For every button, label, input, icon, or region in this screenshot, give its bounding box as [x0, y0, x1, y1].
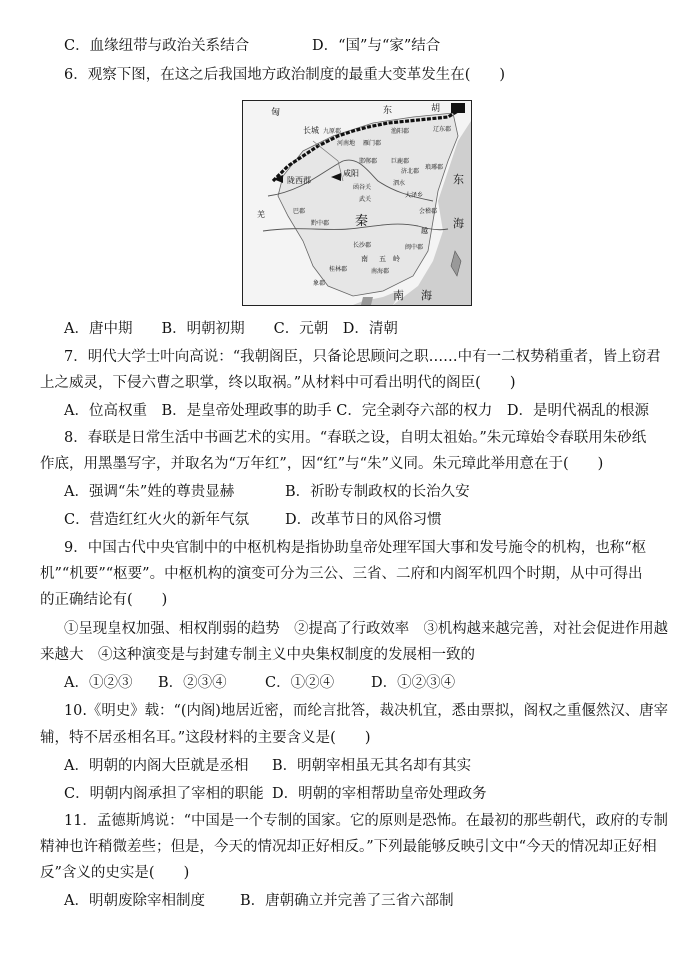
q9-stem-line-2: 机”“机要”“枢要”。中枢机构的演变可分为三公、三省、二府和内阁军机四个时期，从中可得出 [40, 566, 643, 582]
q7-stem-line-2: 上之威灵，下侵六曹之职掌，终以取祸。”从材料中可看出明代的阁臣( ) [40, 375, 516, 391]
map-label-yuyang: 渔阳郡 [391, 128, 410, 135]
q10-option-b: B．明朝宰相虽无其名却有其实 [272, 758, 472, 774]
map-label-dazexiang: 大泽乡 [405, 192, 424, 199]
q7-stem-line-1: 7．明代大学士叶向高说：“我朝阁臣，只备论思顾问之职……中有一二权势稍重者，皆上窃君 [64, 349, 661, 365]
q8-option-a: A．强调“朱”姓的尊贵显赫 [64, 484, 235, 500]
q10-stem-line-1: 10.《明史》载：“(内阁)地居近密，而纶言批答，裁决机宜，悉由票拟，阁权之重偃然汉、唐宰 [64, 703, 669, 719]
map-label-ba: 巴郡 [293, 208, 306, 215]
q10-option-a: A．明朝的内阁大臣就是丞相 [64, 758, 249, 774]
q9-option-a: A．①②③ [64, 675, 133, 691]
map-label-yue: 越 [421, 227, 428, 235]
q11-stem-line-3: 反”含义的史实是( ) [40, 865, 190, 881]
q8-option-d: D．改革节日的风俗习惯 [285, 512, 442, 528]
q11-option-a: A．明朝废除宰相制度 [64, 893, 205, 909]
q10-stem-line-2: 辅，特不居丞相名耳。”这段材料的主要含义是( ) [40, 730, 371, 746]
q11-option-b: B．唐朝确立并完善了三省六部制 [240, 893, 454, 909]
map-label-handan: 邯郸郡 [359, 158, 378, 165]
q6-options: A．唐中期 B．明朝初期 C．元朝 D．清朝 [64, 321, 398, 337]
map-label-south: 南 [393, 289, 404, 302]
q6-stem: 6．观察下图，在这之后我国地方政治制度的最重大变革发生在( ) [64, 67, 506, 83]
q10-option-c: C．明朝内阁承担了宰相的职能 [64, 786, 264, 802]
map-label-langya: 琅琊郡 [425, 164, 444, 171]
q9-statements-line-1: ①呈现皇权加强、相权削弱的趋势 ②提高了行政效率 ③机构越来越完善，对社会促进作用越 [64, 621, 669, 637]
map-label-xianyang: 咸阳 [343, 169, 359, 178]
q5-option-d: D．“国”与“家”结合 [312, 38, 441, 54]
map-label-south-sea: 海 [421, 289, 432, 302]
map-label-yanmen: 雁门郡 [363, 140, 382, 147]
map-label-dong: 东 [383, 106, 393, 116]
q8-stem-line-1: 8．春联是日常生活中书画艺术的实用。“春联之设，自明太祖始。”朱元璋始令春联用朱砂纸 [64, 430, 647, 446]
q7-options: A．位高权重 B．是皇帝处理政事的助手 C．完全剥夺六部的权力 D．是明代祸乱的根源 [64, 403, 649, 419]
map-label-jiuyuan: 九原郡 [323, 128, 342, 135]
map-label-jibei: 济北郡 [401, 168, 420, 175]
map-label-sea: 海 [453, 217, 464, 230]
q8-option-c: C．营造红红火火的新年气氛 [64, 512, 250, 528]
map-label-henandi: 河南地 [337, 140, 356, 147]
q11-stem-line-1: 11．孟德斯鸠说：“中国是一个专制的国家。它的原则是恐怖。在最初的那些朝代，政府的专制 [64, 813, 668, 829]
map-label-nan: 南 [361, 255, 368, 263]
map-label-changsha: 长沙郡 [353, 242, 372, 249]
q9-option-b: B．②③④ [158, 675, 227, 691]
q8-stem-line-2: 作底，用黑墨写字，并取名为“万年红”，因“红”与“朱”义同。朱元璋此举用意在于( ) [40, 456, 604, 472]
map-label-hangu-pass: 函谷关 [353, 184, 372, 191]
q9-option-c: C．①②④ [265, 675, 335, 691]
map-label-guilin: 桂林郡 [329, 266, 348, 273]
map-label-wuguan: 武关 [359, 196, 372, 203]
map-label-east: 东 [453, 173, 464, 186]
q9-stem-line-1: 9．中国古代中央官制中的中枢机构是指协助皇帝处理军国大事和发号施令的机构，也称“枢 [64, 540, 647, 556]
great-wall-end-marker [451, 103, 465, 113]
map-label-kuaiji: 会稽郡 [419, 208, 438, 215]
map-label-hu: 胡 [431, 104, 441, 114]
map-label-longxi: 陇西郡 [287, 176, 311, 185]
map-label-wu: 五 [379, 255, 386, 263]
map-label-nanhai: 南海郡 [371, 268, 390, 275]
q5-option-c: C．血缘纽带与政治关系结合 [64, 38, 250, 54]
map-label-qin: 秦 [355, 214, 369, 229]
qin-dynasty-map [242, 100, 472, 306]
map-label-ling: 岭 [393, 255, 400, 263]
q11-stem-line-2: 精神也许稍微差些；但是，今天的情况却正好相反。”下列最能够反映引文中“今天的情况却正好相 [40, 839, 657, 855]
q9-statements-line-2: 来越大 ④这种演变是与封建专制主义中央集权制度的发展相一致的 [40, 647, 475, 663]
q9-option-d: D．①②③④ [371, 675, 456, 691]
map-label-sishui: 泗水 [393, 180, 406, 187]
map-label-qianzhong: 黔中郡 [311, 220, 330, 227]
map-label-minzhong: 闽中郡 [405, 244, 424, 251]
q8-option-b: B．祈盼专制政权的长治久安 [285, 484, 470, 500]
map-label-qiang: 羌 [257, 210, 265, 219]
map-label-xiong: 匈 [271, 108, 281, 118]
map-label-liaodong: 辽东郡 [433, 126, 452, 133]
map-label-xiang: 象郡 [313, 280, 326, 287]
q10-option-d: D．明朝的宰相帮助皇帝处理政务 [272, 786, 487, 802]
map-label-great-wall: 长城 [303, 126, 319, 135]
map-label-julu: 巨鹿郡 [391, 158, 410, 165]
hainan-island [361, 297, 373, 305]
map-graphic [243, 101, 471, 305]
q9-stem-line-3: 的正确结论有( ) [40, 592, 168, 608]
